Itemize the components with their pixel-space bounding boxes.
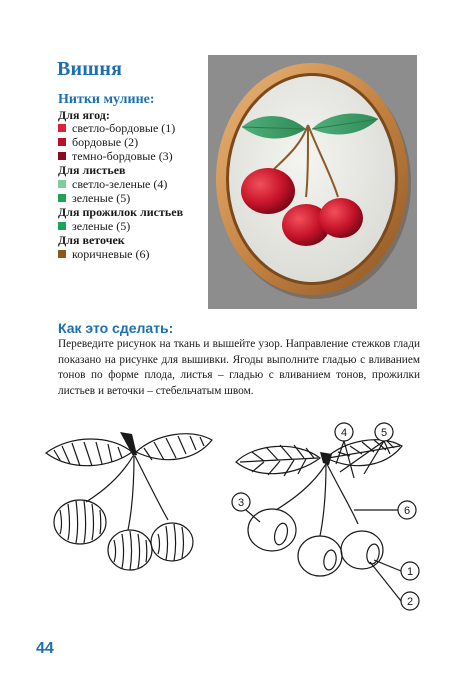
thread-item <box>58 219 130 233</box>
pattern-left <box>46 432 212 570</box>
thread-item-label: коричневые (6) <box>72 247 150 261</box>
color-swatch <box>58 194 66 202</box>
howto-heading: Как это сделать: <box>58 320 174 336</box>
thread-item-label: зеленые (5) <box>72 191 131 205</box>
color-swatch <box>58 180 66 188</box>
group-label-twigs: Для веточек <box>58 233 125 247</box>
color-swatch <box>58 222 66 230</box>
callout-label: 5 <box>380 427 388 439</box>
embroidery-photo <box>208 55 417 309</box>
thread-item-label: зеленые (5) <box>72 219 131 233</box>
thread-item <box>58 121 175 135</box>
instructions-text: Переведите рисунок на ткань и вышейте узор. Направление стежков глади показано на рисунке для вышивки. Ягоды выполните гладью с вливанием тонов по форме плода, листья – гладью с вливанием тонов, прожилки листьев и веточки – стебельчатым швом. <box>58 338 420 397</box>
thread-item-label: бордовые (2) <box>72 135 139 149</box>
callout-label: 3 <box>237 497 245 509</box>
group-label-leaves: Для листьев <box>58 163 126 177</box>
thread-item <box>58 135 138 149</box>
color-swatch <box>58 124 66 132</box>
embroidery-hoop-illustration <box>208 55 417 309</box>
cherry <box>319 198 363 238</box>
thread-item <box>58 177 167 191</box>
callout-label: 4 <box>340 427 348 439</box>
pattern-diagrams <box>40 410 440 630</box>
color-swatch <box>58 250 66 258</box>
cherry <box>241 168 295 214</box>
threads-heading: Нитки мулине: <box>58 92 155 107</box>
page-number: 44 <box>36 640 54 657</box>
thread-item <box>58 247 149 261</box>
page-title: Вишня <box>57 58 123 80</box>
callout-label: 6 <box>403 505 411 517</box>
thread-item <box>58 191 130 205</box>
thread-item <box>58 149 173 163</box>
color-swatch <box>58 138 66 146</box>
thread-item-label: темно-бордовые (3) <box>72 149 173 163</box>
callout-label: 2 <box>406 596 414 608</box>
color-swatch <box>58 152 66 160</box>
thread-item-label: светло-бордовые (1) <box>72 121 176 135</box>
group-label-berries: Для ягод: <box>58 108 110 122</box>
pattern-right <box>232 423 419 610</box>
thread-item-label: светло-зеленые (4) <box>72 177 168 191</box>
callout-label: 1 <box>406 566 414 578</box>
group-label-veins: Для прожилок листьев <box>58 205 184 219</box>
